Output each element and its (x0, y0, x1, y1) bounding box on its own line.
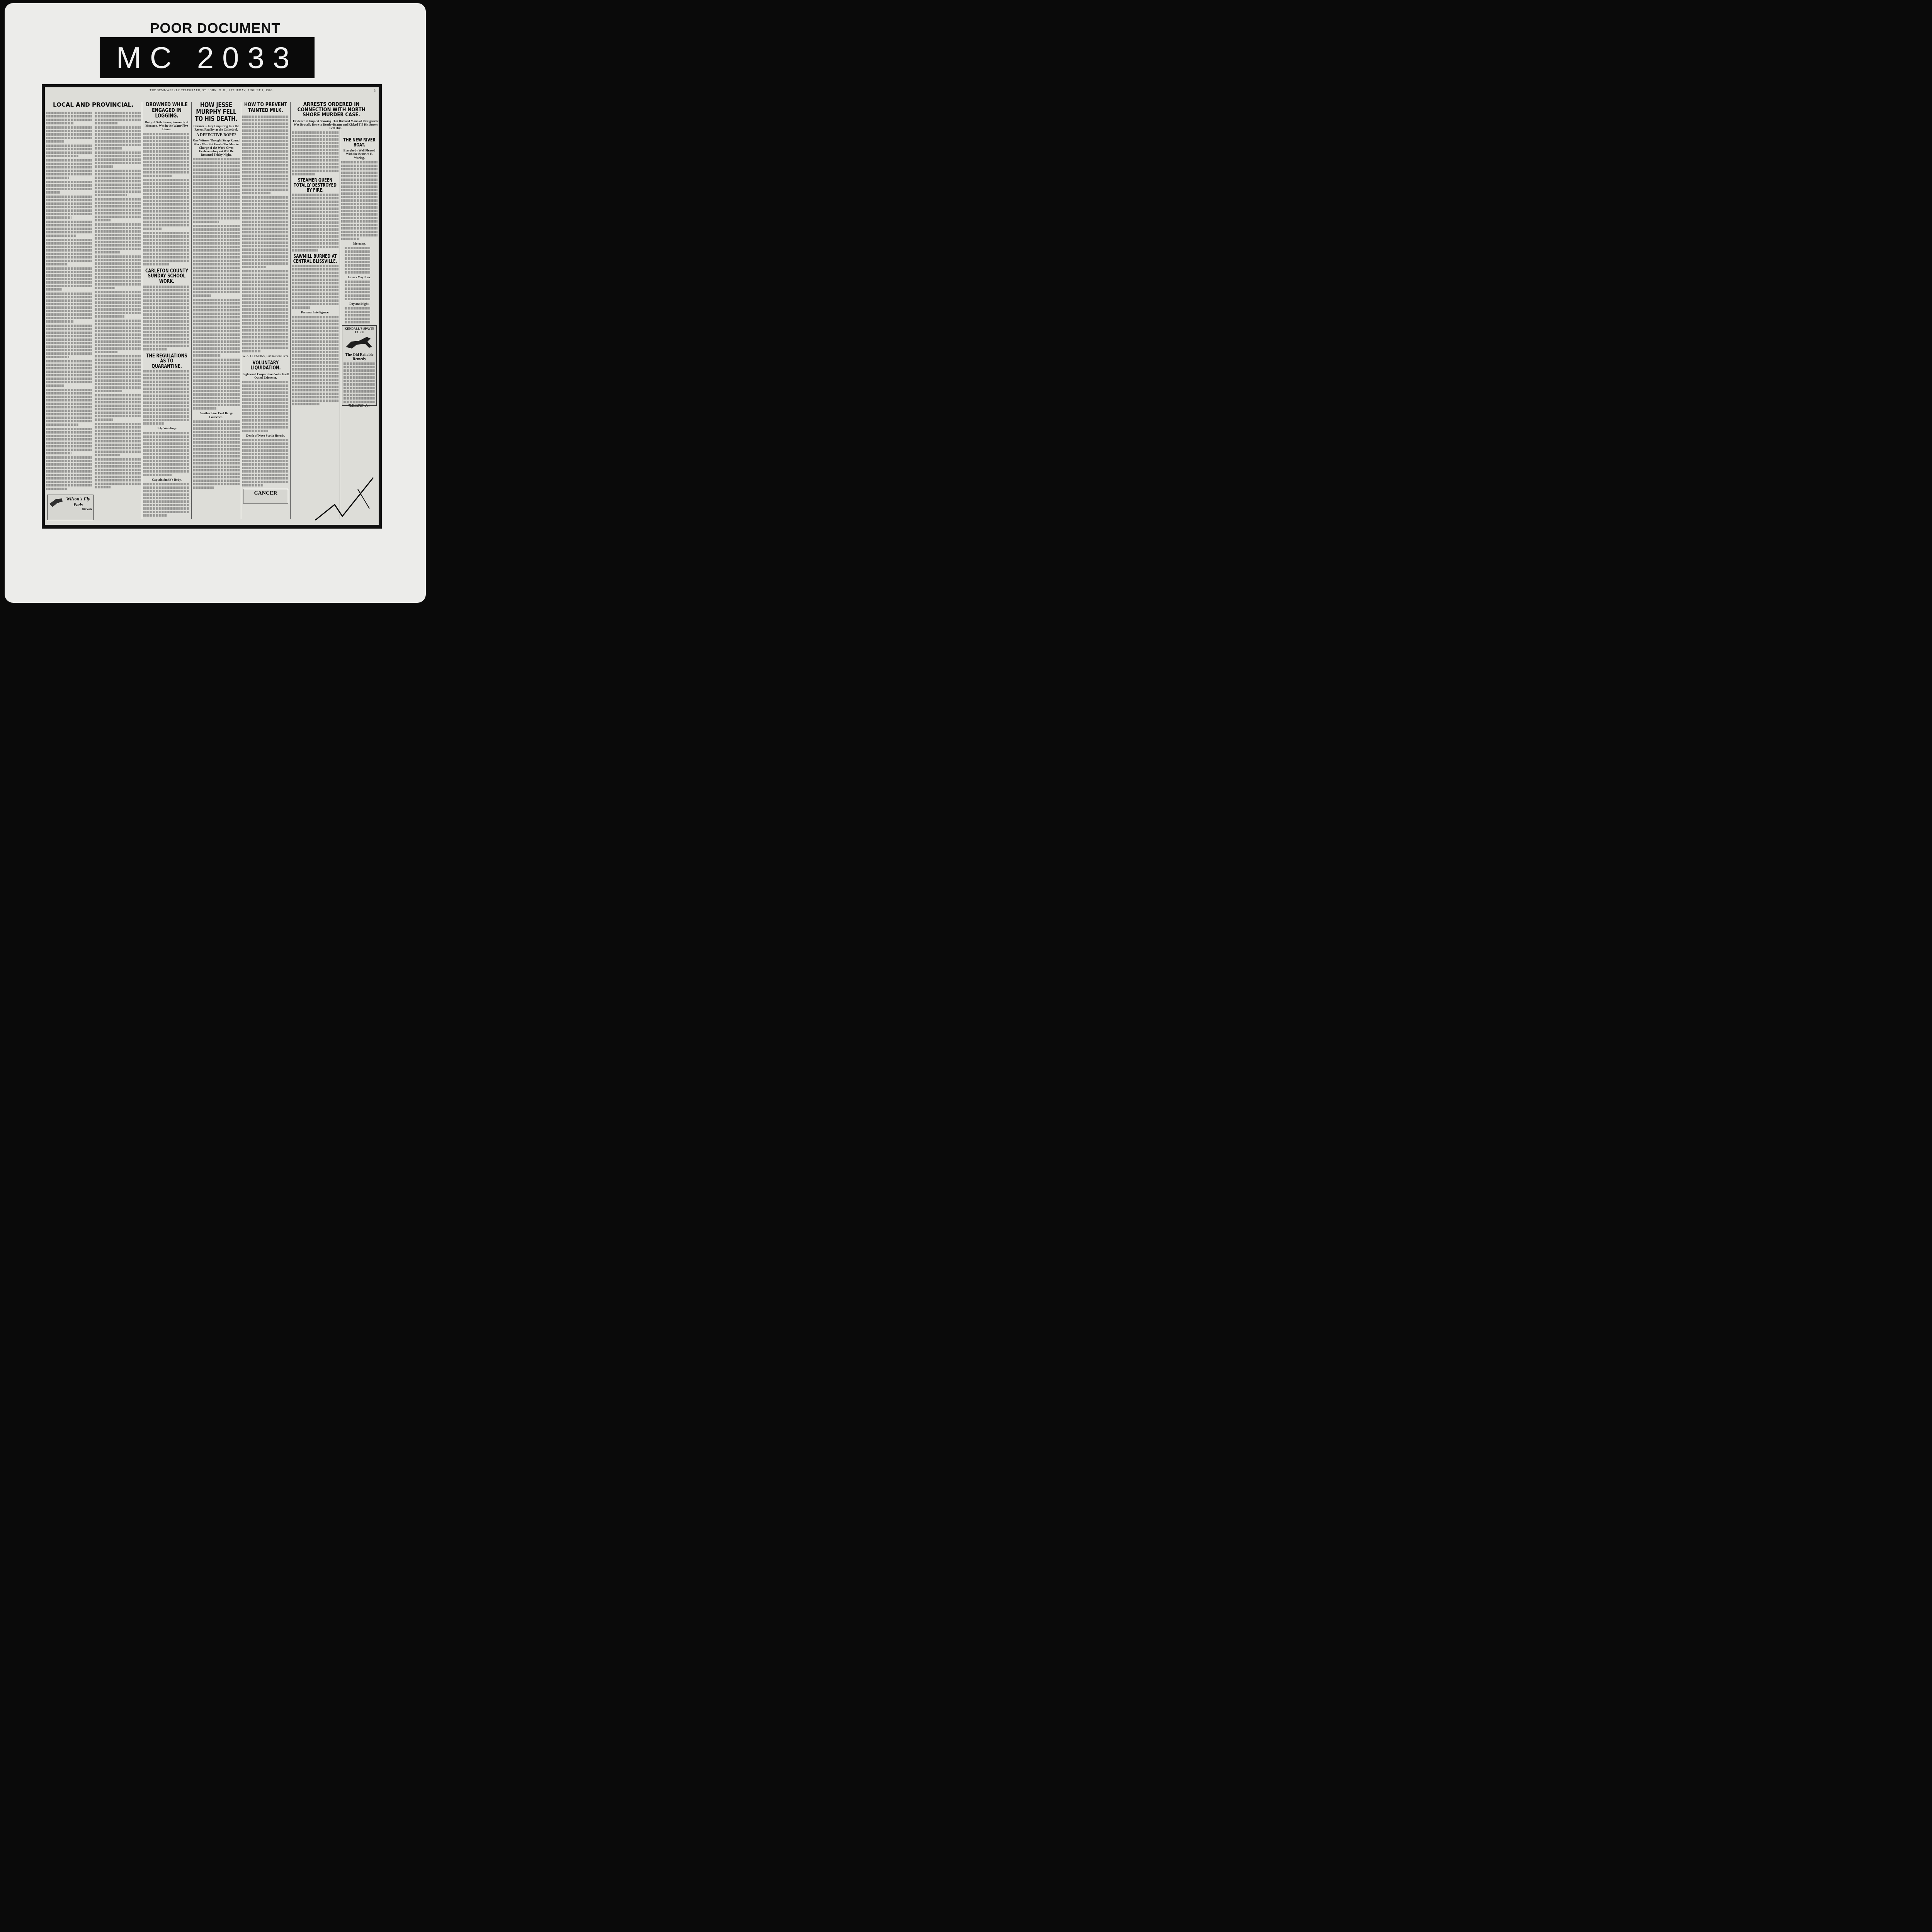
rope-heading: A DEFECTIVE ROPE? (196, 133, 236, 137)
handwritten-check-mark (311, 474, 377, 524)
newspaper-page (45, 87, 379, 525)
murphy-headline: HOW JESSE MURPHY FELL TO HIS DEATH. (195, 101, 238, 123)
steamer-headline: STEAMER QUEEN TOTALLY DESTROYED BY FIRE. (294, 177, 337, 193)
voluntary-headline: VOLUNTARY LIQUIDATION. (250, 360, 281, 371)
milk-signature: W. A. CLEMONS, Publication Clerk. (242, 354, 289, 358)
voluntary-subhead: Inglewood Corporation Votes Itself Out of Existence. (242, 372, 289, 380)
wilson-price: 10 Cents (82, 508, 92, 511)
poor-document-label: POOR DOCUMENT (150, 20, 281, 36)
local-headline: LOCAL AND PROVINCIAL. (53, 101, 134, 108)
morning-heading: Morning. (353, 242, 366, 245)
column-milk (241, 102, 291, 519)
daynight-heading: Day and Night. (349, 302, 369, 306)
masthead: THE SEMI-WEEKLY TELEGRAPH, ST. JOHN, N. B., SATURDAY, AUGUST 1, 1903. (150, 89, 274, 92)
kendall-subtitle: The Old Reliable Remedy (345, 353, 374, 362)
page-number: 3 (374, 89, 376, 92)
column-drowned (142, 102, 192, 519)
rope-subhead: One Witness Thought Strap Round Block Was Not Good--The Man in Charge of the Work Gives Evidence--Inquest Will Be Resumed Friday Night. (193, 139, 240, 157)
lovers-heading: Lovers May Now. (347, 275, 371, 279)
wilson-fly-pads-ad (47, 495, 94, 520)
horse-icon (344, 334, 377, 351)
kendall-ad (342, 325, 377, 406)
river-headline: THE NEW RIVER BOAT. (343, 137, 376, 148)
column-murphy (192, 102, 241, 519)
local-text-right (95, 111, 141, 492)
kendall-title: KENDALL'S SPAVIN CURE (344, 327, 374, 334)
murphy-subhead: Coroner's Jury Enquiring Into the Recent Fatality at the Cathedral. (193, 124, 239, 131)
hermit-heading: Death of Nova Scotia Hermit. (246, 434, 285, 438)
milk-headline: HOW TO PREVENT TAINTED MILK. (244, 102, 287, 114)
river-subhead: Everybody Well Pleased With the Beatrice E. Waring. (343, 149, 376, 160)
column-local (45, 102, 142, 519)
sawmill-headline: SAWMILL BURNED AT CENTRAL BLISSVILLE. (293, 253, 337, 264)
smith-body-heading: Captain Smith's Body. (152, 478, 182, 481)
personal-heading: Personal Intelligence. (301, 311, 330, 315)
cancer-title: CANCER (254, 490, 277, 497)
carleton-headline: CARLETON COUNTY SUNDAY SCHOOL WORK. (145, 268, 189, 284)
reel-number-label: MC 2033 (100, 37, 315, 78)
wilson-title: Wilson's Fly Pads (66, 496, 90, 507)
drowned-headline: DROWNED WHILE ENGAGED IN LOGGING. (146, 102, 188, 119)
quarantine-headline: THE REGULATIONS AS TO QUARANTINE. (146, 353, 187, 369)
kendall-maker: DR. B. J. KENDALL CO., ENOSBURG FALLS, VT. (348, 404, 371, 408)
drowned-subhead: Body of Seth Steves, Formerly of Moncton, Was in the Water Five Hours. (145, 121, 189, 131)
arrests-headline: ARRESTS ORDERED IN CONNECTION WITH NORTH SHORE MURDER CASE. (297, 102, 366, 118)
barge-heading: Another Fine Coal Barge Launched. (199, 412, 233, 419)
hand-icon (49, 496, 64, 508)
arrests-subhead: Evidence at Inquest Showing That Richard Mann of Restigouche Was Brutally Done to Death--Beaten and Kicked Till His Senses Left Him. (293, 119, 379, 130)
weddings-heading: July Weddings (157, 427, 177, 430)
cancer-ad (243, 489, 288, 503)
column-river (340, 102, 379, 519)
local-text-left (46, 111, 92, 492)
